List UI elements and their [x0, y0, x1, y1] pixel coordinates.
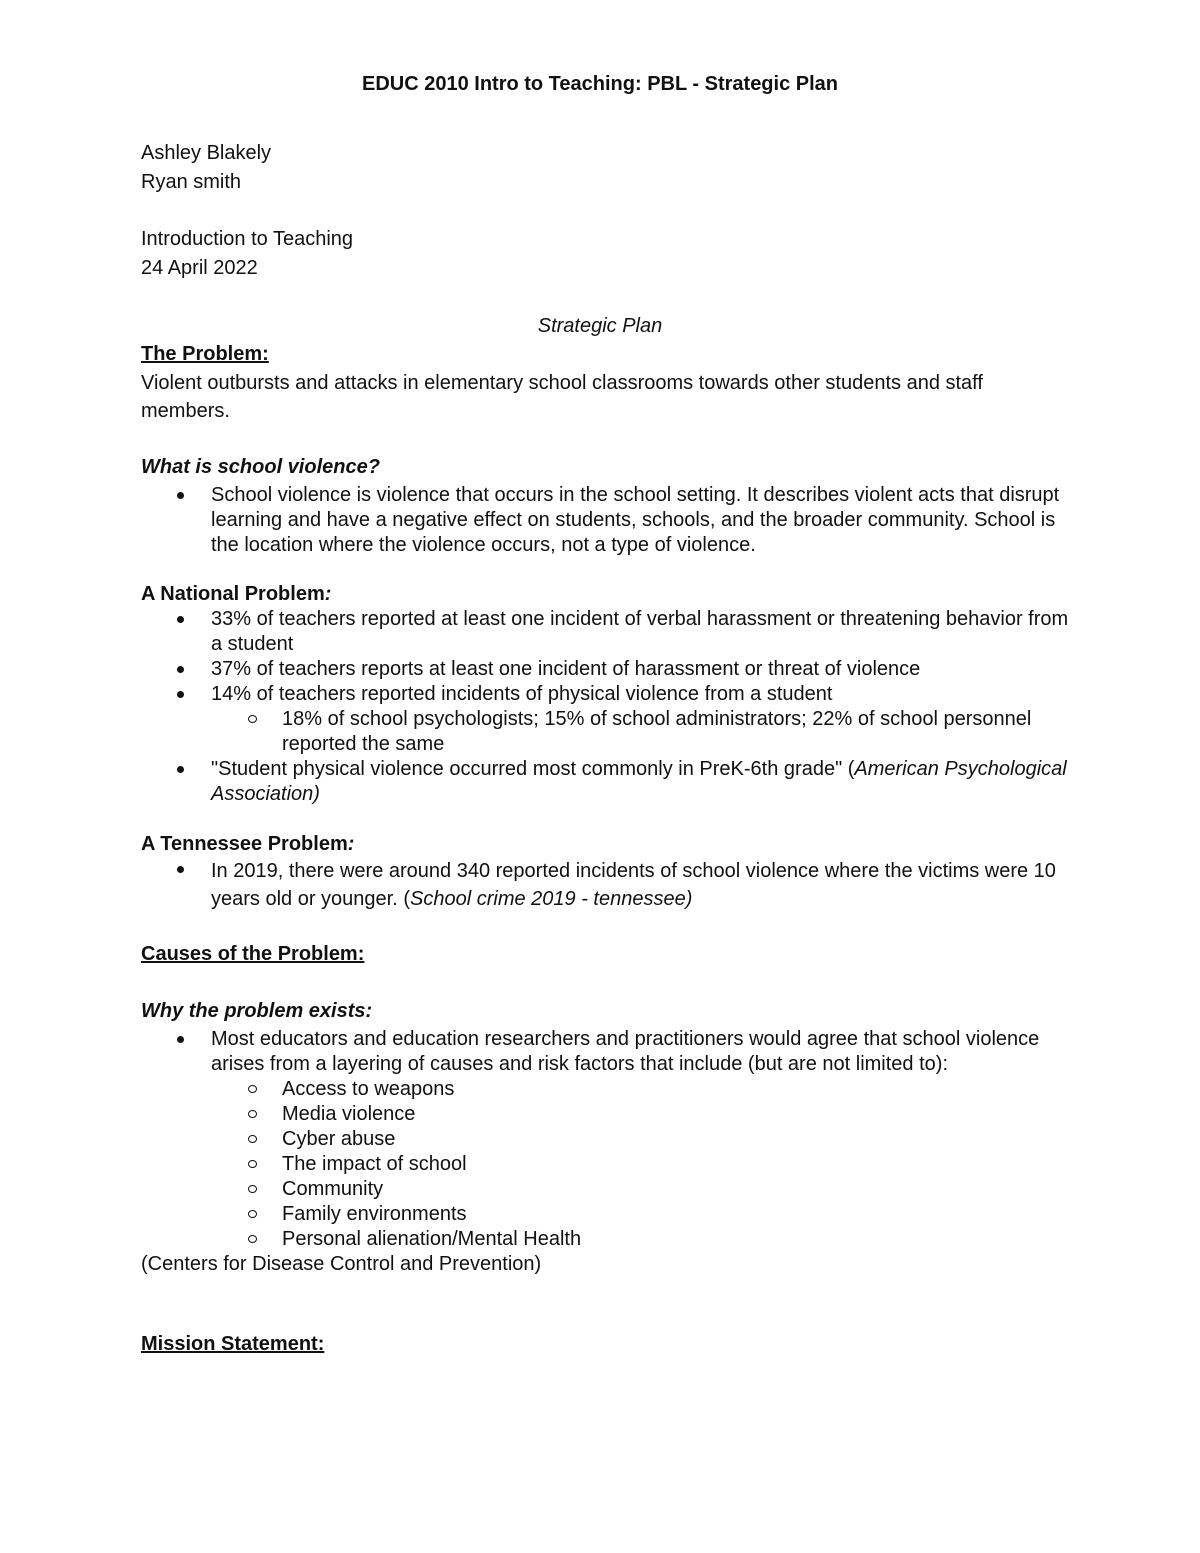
author-name: Ryan smith — [141, 171, 242, 193]
national-sublist — [211, 707, 1071, 757]
list-item: Family environments — [282, 1202, 1071, 1227]
document-body — [141, 141, 1071, 1357]
list-item-text: Most educators and education researchers and practitioners would agree that school violence arises from a layering of causes and risk factors that include (but are not limited to): — [211, 1028, 1040, 1075]
problem-heading: The Problem: — [141, 343, 269, 365]
course-name: Introduction to Teaching — [141, 228, 354, 250]
list-item: In 2019, there were around 340 reported incidents of school violence where the victims were 10 years old or younger. (School crime 2019 - tennessee) — [211, 857, 1071, 913]
causes-subheading: Why the problem exists: — [141, 1000, 373, 1022]
what-is-heading: What is school violence? — [141, 456, 380, 478]
list-item-text: 14% of teachers reported incidents of physical violence from a student — [211, 683, 833, 705]
document-date: 24 April 2022 — [141, 257, 258, 279]
list-item: Cyber abuse — [282, 1127, 1071, 1152]
tennessee-list — [141, 857, 1071, 913]
list-item: "Student physical violence occurred most commonly in PreK-6th grade" (American Psychological Association) — [211, 757, 1071, 807]
list-item: School violence is violence that occurs in the school setting. It describes violent acts that disrupt learning and have a negative effect on students, schools, and the broader community. School is the location where the violence occurs, not a type of violence. — [211, 483, 1071, 558]
document-heading: Strategic Plan — [537, 315, 663, 337]
problem-text: Violent outbursts and attacks in elementary school classrooms towards other students and staff members. — [141, 372, 983, 422]
list-item: The impact of school — [282, 1152, 1071, 1177]
list-item: Personal alienation/Mental Health — [282, 1227, 1071, 1252]
list-item: Community — [282, 1177, 1071, 1202]
author-name: Ashley Blakely — [141, 142, 272, 164]
causes-citation: (Centers for Disease Control and Prevention) — [141, 1253, 542, 1275]
mission-heading: Mission Statement: — [141, 1333, 325, 1355]
list-item: 18% of school psychologists; 15% of school administrators; 22% of school personnel reported the same — [282, 707, 1071, 757]
tennessee-heading: A Tennessee Problem: — [141, 833, 355, 855]
citation: School crime 2019 - tennessee) — [410, 888, 693, 910]
national-heading: A National Problem: — [141, 583, 332, 605]
list-item: 37% of teachers reports at least one incident of harassment or threat of violence — [211, 657, 1071, 682]
list-item: Media violence — [282, 1102, 1071, 1127]
list-item — [211, 1027, 1071, 1252]
list-item: 33% of teachers reported at least one incident of verbal harassment or threatening behavior from a student — [211, 607, 1071, 657]
citation: American Psychological Association) — [211, 758, 1067, 805]
factors-list — [211, 1077, 1071, 1252]
document-title: EDUC 2010 Intro to Teaching: PBL - Strategic Plan — [361, 73, 838, 95]
causes-heading: Causes of the Problem: — [141, 943, 365, 965]
national-list — [141, 607, 1071, 807]
list-item: Access to weapons — [282, 1077, 1071, 1102]
what-is-list — [141, 483, 1071, 558]
causes-list — [141, 1027, 1071, 1252]
list-item — [211, 682, 1071, 757]
